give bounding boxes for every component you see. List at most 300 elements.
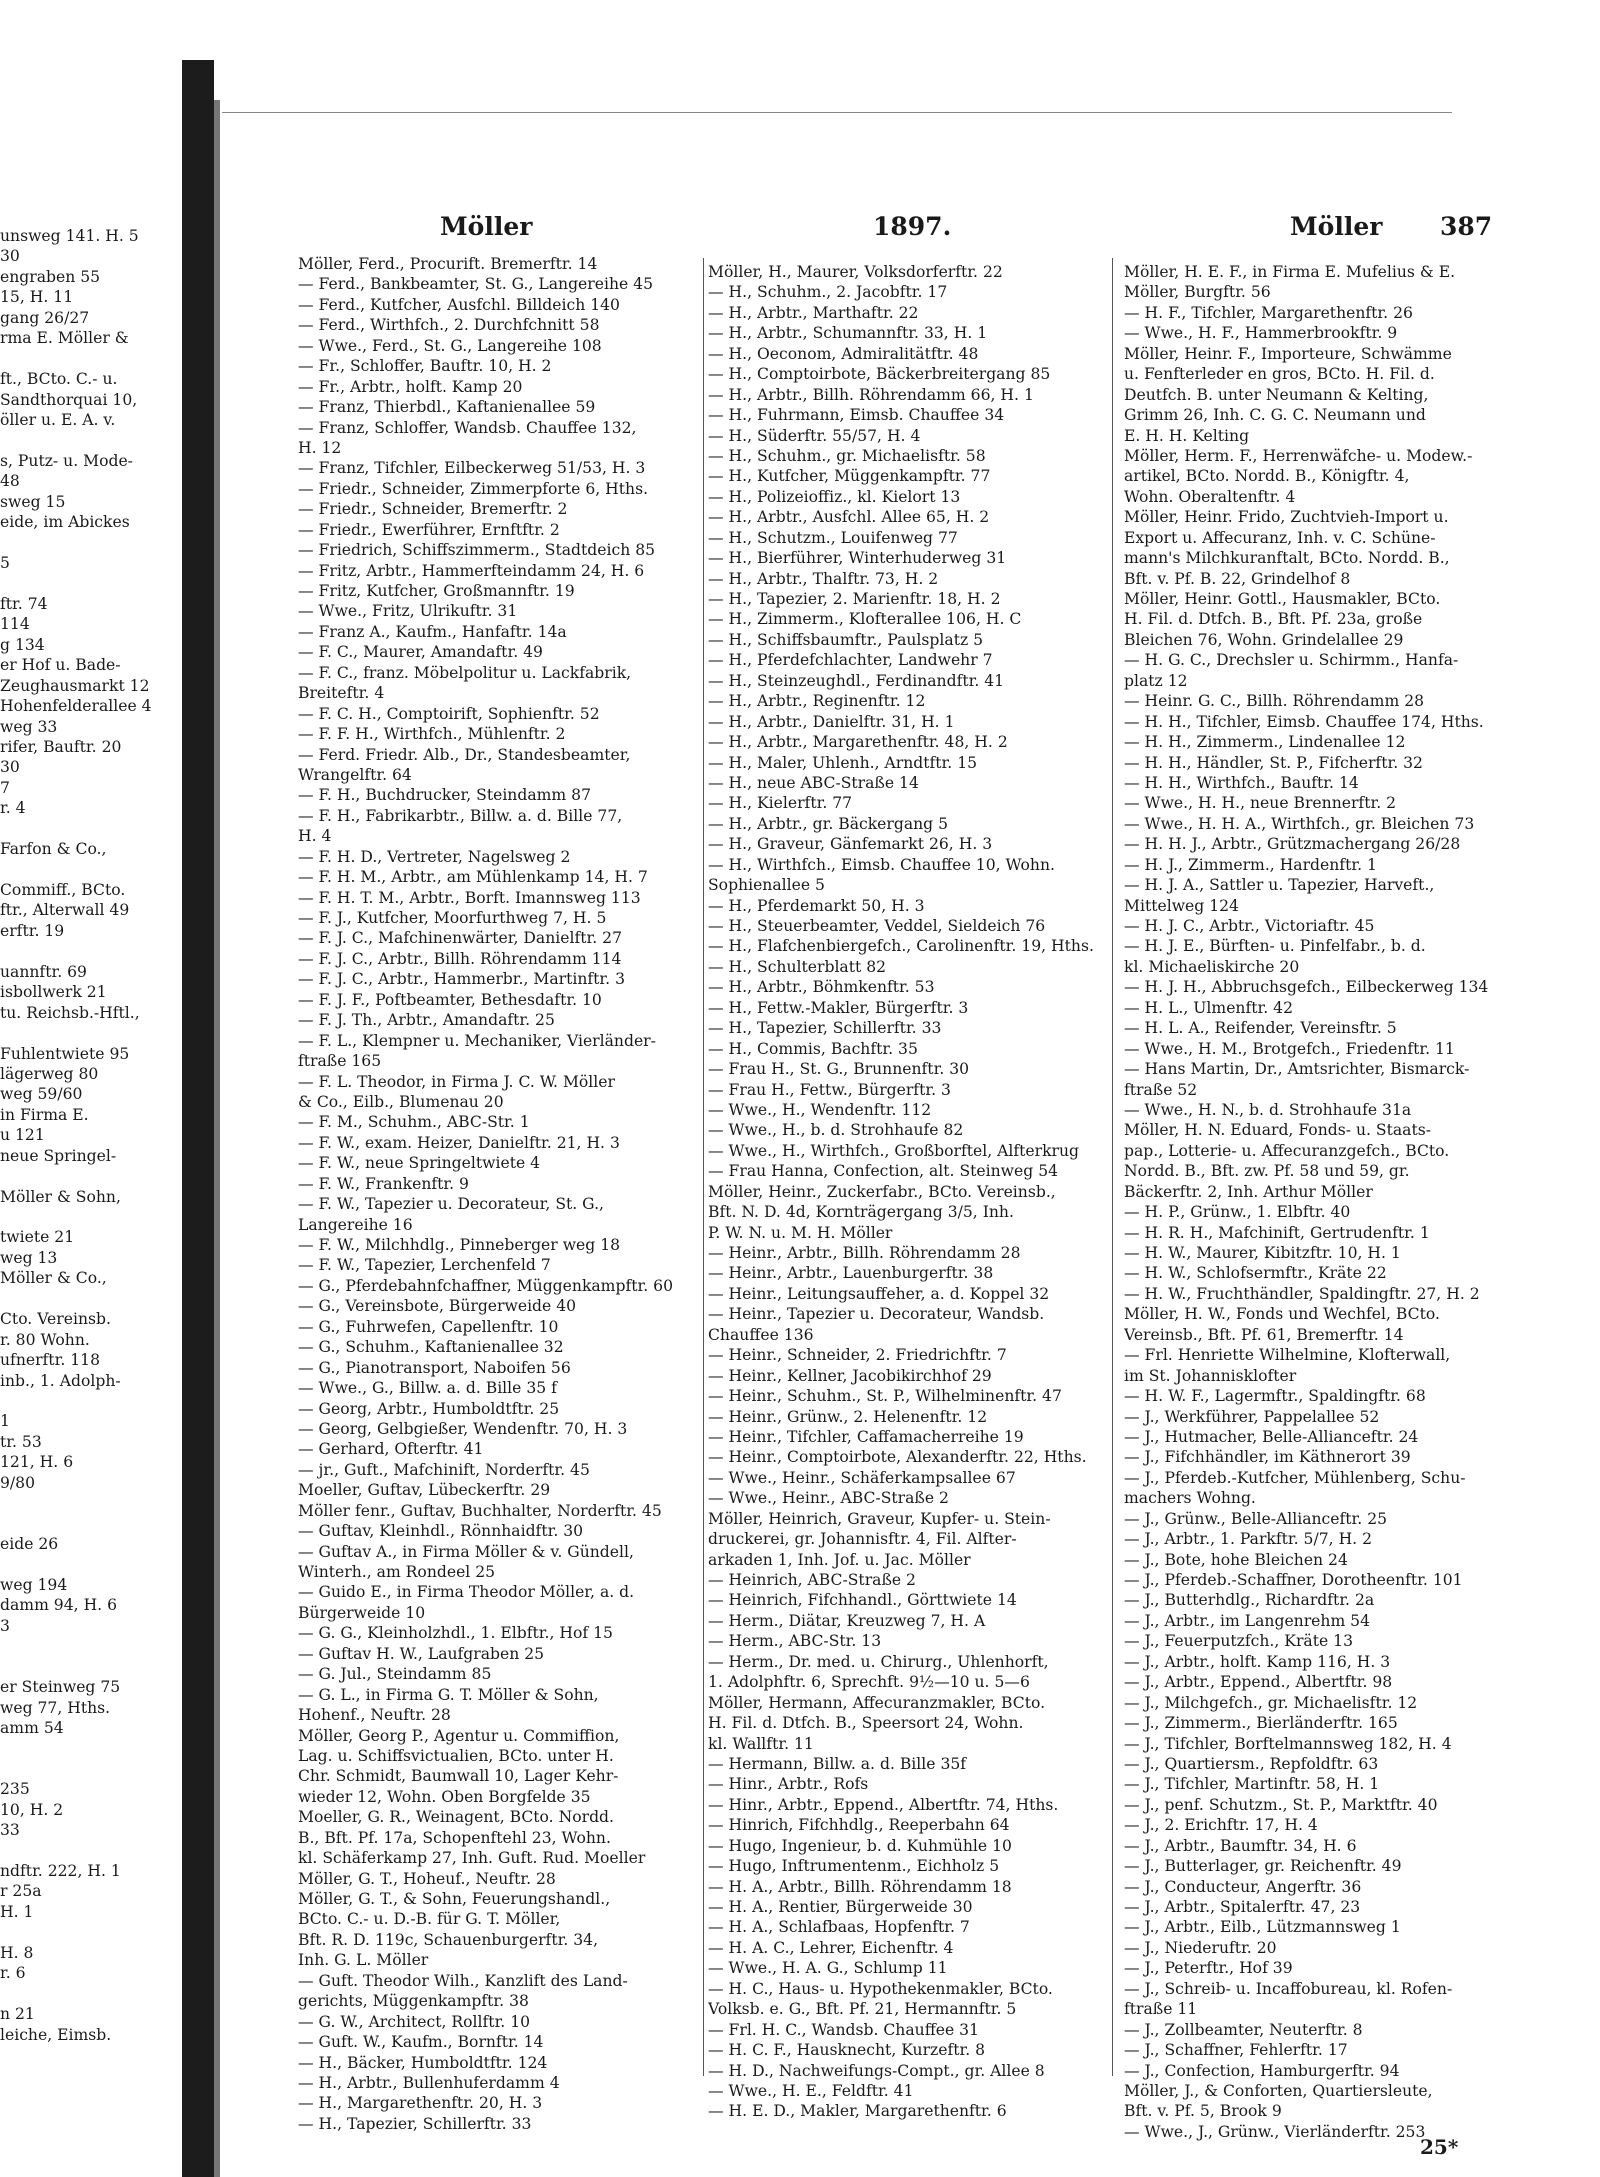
directory-entry-line: 1 xyxy=(0,1412,10,1431)
directory-entry-line: Möller, Hermann, Affecuranzmakler, BCto. xyxy=(708,1693,1046,1712)
directory-entry-line: — F. H. D., Vertreter, Nagelsweg 2 xyxy=(298,847,571,866)
directory-entry-line: u. Fenfterleder en gros, BCto. H. Fil. d. xyxy=(1124,365,1435,384)
directory-entry-line: Cto. Vereinsb. xyxy=(0,1310,111,1329)
directory-entry-line: — F. H., Buchdrucker, Steindamm 87 xyxy=(298,786,592,805)
directory-entry-line: ftr., Alterwall 49 xyxy=(0,901,130,920)
directory-entry-line: Winterh., am Rondeel 25 xyxy=(298,1563,496,1581)
directory-entry-line: machers Wohng. xyxy=(1124,1489,1256,1508)
directory-entry-line: — J., penf. Schutzm., St. P., Marktftr. 40 xyxy=(1124,1795,1438,1814)
directory-entry-line: rma E. Möller & xyxy=(0,329,129,348)
directory-entry-line: — H., Bäcker, Humboldtftr. 124 xyxy=(298,2053,548,2072)
directory-entry-line: Hohenf., Neuftr. 28 xyxy=(298,1706,451,1725)
directory-entry-line: isbollwerk 21 xyxy=(0,983,107,1002)
directory-entry-line: — Heinr., Comptoirbote, Alexanderftr. 22, Hths. xyxy=(708,1448,1087,1467)
directory-entry-line: — H., Steinzeughdl., Ferdinandftr. 41 xyxy=(708,671,1005,690)
directory-entry-line: — F. W., Milchhdlg., Pinneberger weg 18 xyxy=(298,1236,621,1254)
directory-entry-line: — Wwe., Heinr., Schäferkampsallee 67 xyxy=(708,1468,1016,1487)
directory-entry-line: inb., 1. Adolph- xyxy=(0,1371,121,1390)
directory-entry-line: — Guft. W., Kaufm., Bornftr. 14 xyxy=(298,2033,544,2052)
directory-entry-line: — H., Arbtr., Billh. Röhrendamm 66, H. 1 xyxy=(708,385,1034,404)
directory-entry-line: g 134 xyxy=(0,635,45,654)
directory-entry-line: — H. E. D., Makler, Margarethenftr. 6 xyxy=(708,2102,1007,2121)
left-page-fragment-column xyxy=(0,226,180,2045)
directory-entry-line: 33 xyxy=(0,1821,20,1840)
directory-entry-line: Grimm 26, Inh. C. G. C. Neumann und xyxy=(1124,406,1426,425)
directory-entry-line: B., Bft. Pf. 17a, Schopenftehl 23, Wohn. xyxy=(298,1828,611,1847)
directory-entry-line xyxy=(0,819,180,839)
directory-entry-line: — H., Schuhm., 2. Jacobftr. 17 xyxy=(708,283,948,302)
directory-entry-line: — Ferd., Wirthfch., 2. Durchfchnitt 58 xyxy=(298,316,600,335)
directory-entry-line xyxy=(0,1759,180,1779)
directory-entry-line: — H. A. C., Lehrer, Eichenftr. 4 xyxy=(708,1938,954,1957)
directory-entry-line: Möller & Sohn, xyxy=(0,1187,121,1206)
directory-entry-line: — Heinr., Tifchler, Caffamacherreihe 19 xyxy=(708,1427,1024,1446)
directory-entry-line: — F. W., neue Springeltwiete 4 xyxy=(298,1154,541,1173)
directory-entry-line: Möller, G. T., & Sohn, Feuerungshandl., xyxy=(298,1890,611,1908)
directory-entry-line: — Fr., Schloffer, Bauftr. 10, H. 2 xyxy=(298,357,552,376)
directory-entry-line: — Fritz, Arbtr., Hammerfteindamm 24, H. 6 xyxy=(298,561,645,580)
directory-entry-line: — H. W. F., Lagermftr., Spaldingftr. 68 xyxy=(1124,1387,1426,1406)
directory-entry-line: tr. 53 xyxy=(0,1432,42,1451)
directory-entry-line: neue Springel- xyxy=(0,1146,117,1165)
directory-entry-line: — J., Hutmacher, Belle-Allianceftr. 24 xyxy=(1124,1427,1419,1446)
directory-entry-line: — J., Arbtr., 1. Parkftr. 5/7, H. 2 xyxy=(1124,1530,1372,1549)
directory-entry-line xyxy=(0,860,180,880)
column-rule-1 xyxy=(703,258,704,2076)
directory-entry-line: Wrangelftr. 64 xyxy=(298,765,412,784)
directory-entry-line: — F. J. C., Mafchinenwärter, Danielftr. 27 xyxy=(298,929,622,948)
directory-entry-line: — Friedr., Schneider, Zimmerpforte 6, Hths. xyxy=(298,479,649,498)
directory-entry-line: — H., Arbtr., Thalftr. 73, H. 2 xyxy=(708,569,939,588)
directory-entry-line: — H., Pferdefchlachter, Landwehr 7 xyxy=(708,651,993,670)
directory-entry-line: — J., Bote, hohe Bleichen 24 xyxy=(1124,1550,1348,1569)
directory-entry-line: — Wwe., Fritz, Ulrikuftr. 31 xyxy=(298,602,518,621)
directory-entry-line: Moeller, G. R., Weinagent, BCto. Nordd. xyxy=(298,1808,614,1827)
directory-entry-line xyxy=(0,1636,180,1656)
directory-entry-line: — G., Schuhm., Kaftanienallee 32 xyxy=(298,1338,564,1357)
directory-entry-line: Möller, G. T., Hoheuf., Neuftr. 28 xyxy=(298,1869,556,1888)
directory-entry-line: — H., Arbtr., Marthaftr. 22 xyxy=(708,303,919,322)
directory-entry-line: — Herm., ABC-Str. 13 xyxy=(708,1632,882,1651)
header-year: 1897. xyxy=(873,212,952,241)
directory-entry-line: — J., Milchgefch., gr. Michaelisftr. 12 xyxy=(1124,1693,1418,1712)
directory-entry-line: — H. A., Rentier, Bürgerweide 30 xyxy=(708,1898,973,1916)
directory-entry-line xyxy=(0,533,180,553)
directory-entry-line: — J., Confection, Hamburgerftr. 94 xyxy=(1124,2061,1400,2080)
directory-entry-line: — Heinr., Schuhm., St. P., Wilhelminenftr. 47 xyxy=(708,1387,1062,1406)
directory-entry-line: — Heinr., Grünw., 2. Helenenftr. 12 xyxy=(708,1407,988,1426)
directory-entry-line: Möller, Burgftr. 56 xyxy=(1124,283,1271,302)
directory-entry-line: — H. G. C., Drechsler u. Schirmm., Hanfa- xyxy=(1124,651,1459,670)
directory-entry-line: — F. J. C., Arbtr., Billh. Röhrendamm 114 xyxy=(298,949,622,968)
directory-entry-line xyxy=(0,1493,180,1513)
directory-entry-line: P. W. N. u. M. H. Möller xyxy=(708,1223,893,1242)
directory-entry-line: — Wwe., H. M., Brotgefch., Friedenftr. 11 xyxy=(1124,1039,1455,1058)
directory-entry-line: eide, im Abickes xyxy=(0,513,130,532)
directory-entry-line: — F. W., Frankenftr. 9 xyxy=(298,1174,469,1193)
directory-entry-line: 1. Adolphftr. 6, Sprechft. 9½—10 u. 5—6 xyxy=(708,1673,1030,1692)
directory-entry-line: er Hof u. Bade- xyxy=(0,656,121,675)
directory-entry-line: — J., Werkführer, Pappelallee 52 xyxy=(1124,1407,1380,1426)
directory-entry-line: — Heinr. G. C., Billh. Röhrendamm 28 xyxy=(1124,692,1425,711)
directory-entry-line: artikel, BCto. Nordd. B., Königftr. 4, xyxy=(1124,467,1410,486)
directory-entry-line: E. H. H. Kelting xyxy=(1124,426,1250,445)
directory-entry-line: — H., Oeconom, Admiralitätftr. 48 xyxy=(708,344,979,363)
directory-entry-line: 235 xyxy=(0,1780,30,1799)
directory-entry-line: — jr., Guft., Mafchinift, Norderftr. 45 xyxy=(298,1460,590,1479)
directory-entry-line: — Heinrich, ABC-Straße 2 xyxy=(708,1571,916,1589)
directory-entry-line: H. Fil. d. Dtfch. B., Bft. Pf. 23a, große xyxy=(1124,610,1423,629)
directory-entry-line xyxy=(0,1554,180,1574)
directory-entry-line: — Guido E., in Firma Theodor Möller, a. d. xyxy=(298,1583,635,1602)
directory-entry-line: r 25a xyxy=(0,1882,42,1901)
directory-entry-line: 15, H. 11 xyxy=(0,288,74,307)
directory-entry-line xyxy=(0,1984,180,2004)
directory-entry-line: Bäckerftr. 2, Inh. Arthur Möller xyxy=(1124,1182,1373,1201)
directory-entry-line: ndftr. 222, H. 1 xyxy=(0,1862,121,1880)
directory-entry-line: Volksb. e. G., Bft. Pf. 21, Hermannftr. 5 xyxy=(708,2000,1017,2019)
directory-entry-line: — Frl. H. C., Wandsb. Chauffee 31 xyxy=(708,2020,980,2039)
directory-entry-line: unsweg 141. H. 5 xyxy=(0,227,139,245)
directory-entry-line: ftraße 165 xyxy=(298,1052,382,1071)
directory-entry-line: kl. Michaeliskirche 20 xyxy=(1124,957,1300,976)
directory-entry-line: — H., Tapezier, Schillerftr. 33 xyxy=(708,1019,942,1038)
directory-entry-line: ftraße 11 xyxy=(1124,2000,1198,2019)
directory-entry-line xyxy=(0,430,180,450)
directory-entry-line: — Ferd. Friedr. Alb., Dr., Standesbeamter, xyxy=(298,745,631,764)
directory-entry-line: — F. J., Kutfcher, Moorfurthweg 7, H. 5 xyxy=(298,909,607,927)
directory-entry-line: sweg 15 xyxy=(0,492,66,511)
directory-entry-line: Möller, H. E. F., in Firma E. Mufelius & E. xyxy=(1124,263,1456,281)
directory-entry-line: — Guftav, Kleinhdl., Rönnhaidftr. 30 xyxy=(298,1522,584,1541)
directory-entry-line: H. 8 xyxy=(0,1943,34,1962)
directory-entry-line: — F. H. T. M., Arbtr., Borft. Imannsweg 113 xyxy=(298,888,641,907)
directory-entry-line: Bleichen 76, Wohn. Grindelallee 29 xyxy=(1124,630,1404,649)
directory-entry-line: — J., Quartiersm., Repfoldftr. 63 xyxy=(1124,1754,1379,1773)
directory-entry-line: — J., Niederuftr. 20 xyxy=(1124,1938,1277,1957)
directory-entry-line: — F. M., Schuhm., ABC-Str. 1 xyxy=(298,1113,530,1132)
directory-entry-line: — H. W., Schlofsermftr., Kräte 22 xyxy=(1124,1264,1387,1283)
directory-entry-line: — Heinr., Tapezier u. Decorateur, Wandsb. xyxy=(708,1305,1045,1324)
directory-entry-line: — Wwe., H., b. d. Strohhaufe 82 xyxy=(708,1121,964,1140)
directory-entry-line: — J., Arbtr., Eppend., Albertftr. 98 xyxy=(1124,1673,1393,1692)
directory-entry-line: — H. P., Grünw., 1. Elbftr. 40 xyxy=(1124,1203,1351,1222)
directory-entry-line: — H., Fuhrmann, Eimsb. Chauffee 34 xyxy=(708,406,1005,425)
directory-entry-line: — J., Schreib- u. Incaffobureau, kl. Rofen- xyxy=(1124,1979,1453,1998)
directory-entry-line: — Friedrich, Schiffszimmerm., Stadtdeich 85 xyxy=(298,541,656,560)
directory-entry-line: — H. C. F., Hausknecht, Kurzeftr. 8 xyxy=(708,2041,986,2060)
directory-entry-line: Möller, Heinr., Zuckerfabr., BCto. Vereinsb., xyxy=(708,1182,1056,1201)
directory-entry-line: — H. L., Ulmenftr. 42 xyxy=(1124,998,1294,1017)
directory-entry-line: Bft. R. D. 119c, Schauenburgerftr. 34, xyxy=(298,1930,599,1949)
directory-entry-line: pap., Lotterie- u. Affecuranzgefch., BCto. xyxy=(1124,1141,1450,1160)
directory-entry-line: r. 6 xyxy=(0,1964,26,1983)
directory-entry-line: — J., Zollbeamter, Neuterftr. 8 xyxy=(1124,2020,1363,2039)
directory-entry-line: — F. J. F., Poftbeamter, Bethesdaftr. 10 xyxy=(298,990,602,1009)
directory-entry-line: ftraße 52 xyxy=(1124,1080,1198,1099)
directory-entry-line: Bft. v. Pf. 5, Brook 9 xyxy=(1124,2102,1282,2121)
directory-entry-line: 121, H. 6 xyxy=(0,1453,74,1472)
directory-entry-line xyxy=(0,1657,180,1677)
directory-entry-line: — F. H., Fabrikarbtr., Billw. a. d. Bille 77, xyxy=(298,806,623,825)
directory-entry-line: — Wwe., H. N., b. d. Strohhaufe 31a xyxy=(1124,1100,1412,1119)
book-gutter-shadow xyxy=(214,100,220,2177)
directory-entry-line: — H., Tapezier, Schillerftr. 33 xyxy=(298,2114,532,2133)
directory-entry-line: — H., Flafchenbiergefch., Carolinenftr. 19, Hths. xyxy=(708,937,1094,956)
directory-entry-line: — F. W., Tapezier, Lerchenfeld 7 xyxy=(298,1256,551,1275)
directory-entry-line: — H., Graveur, Gänfemarkt 26, H. 3 xyxy=(708,835,993,854)
directory-entry-line: — Franz, Schloffer, Wandsb. Chauffee 132, xyxy=(298,418,637,437)
directory-entry-line: — H., Zimmerm., Klofterallee 106, H. C xyxy=(708,610,1022,629)
directory-entry-line: — Ferd., Kutfcher, Ausfchl. Billdeich 140 xyxy=(298,295,620,314)
directory-entry-line: Bürgerweide 10 xyxy=(298,1603,426,1622)
directory-entry-line: öller u. E. A. v. xyxy=(0,410,116,429)
directory-entry-line: amm 54 xyxy=(0,1718,64,1737)
directory-entry-line: Commiff., BCto. xyxy=(0,881,126,899)
directory-entry-line: — G., Pianotransport, Naboifen 56 xyxy=(298,1358,571,1377)
directory-entry-line xyxy=(0,1391,180,1411)
directory-entry-line: leiche, Eimsb. xyxy=(0,2025,112,2044)
directory-entry-line: — Heinrich, Fifchhandl., Görttwiete 14 xyxy=(708,1591,1017,1610)
directory-entry-line: Lag. u. Schiffsvictualien, BCto. unter H. xyxy=(298,1746,614,1765)
directory-entry-line: — Guftav A., in Firma Möller & v. Gündell, xyxy=(298,1542,634,1561)
directory-entry-line: — J., Grünw., Belle-Allianceftr. 25 xyxy=(1124,1509,1388,1528)
directory-entry-line: weg 59/60 xyxy=(0,1085,83,1104)
directory-entry-line: — Franz, Tifchler, Eilbeckerweg 51/53, H. 3 xyxy=(298,459,646,478)
directory-entry-line: u 121 xyxy=(0,1126,45,1145)
directory-entry-line: — H. H., Zimmerm., Lindenallee 12 xyxy=(1124,733,1406,752)
directory-entry-line: — J., Arbtr., Eilb., Lützmannsweg 1 xyxy=(1124,1918,1401,1937)
directory-entry-line: — J., Pferdeb.-Schaffner, Dorotheenftr. 101 xyxy=(1124,1571,1463,1589)
directory-entry-line: — J., Arbtr., holft. Kamp 116, H. 3 xyxy=(1124,1652,1391,1671)
directory-entry-line: — H., Schuhm., gr. Michaelisftr. 58 xyxy=(708,446,986,465)
directory-entry-line: Möller, Georg P., Agentur u. Commiffion, xyxy=(298,1726,620,1745)
directory-entry-line: — H. H., Händler, St. P., Fifcherftr. 32 xyxy=(1124,753,1423,772)
directory-entry-line: — Friedr., Schneider, Bremerftr. 2 xyxy=(298,500,568,519)
directory-column-2 xyxy=(708,262,1102,2122)
directory-entry-line: Bft. N. D. 4d, Kornträgergang 3/5, Inh. xyxy=(708,1203,1014,1222)
directory-entry-line: — H., Wirthfch., Eimsb. Chauffee 10, Wohn. xyxy=(708,855,1055,874)
directory-entry-line: — H., Schiffsbaumftr., Paulsplatz 5 xyxy=(708,630,984,649)
directory-entry-line: — H. W., Fruchthändler, Spaldingftr. 27, H. 2 xyxy=(1124,1284,1480,1303)
directory-entry-line: twiete 21 xyxy=(0,1228,75,1247)
directory-entry-line: — H. J. C., Arbtr., Victoriaftr. 45 xyxy=(1124,917,1375,935)
directory-entry-line: H. Fil. d. Dtfch. B., Speersort 24, Wohn. xyxy=(708,1714,1024,1733)
directory-entry-line: — H., Steuerbeamter, Veddel, Sieldeich 76 xyxy=(708,917,1046,935)
directory-entry-line: — Franz A., Kaufm., Hanfaftr. 14a xyxy=(298,622,567,641)
directory-entry-line: Zeughausmarkt 12 xyxy=(0,676,150,695)
directory-entry-line: — H., Süderftr. 55/57, H. 4 xyxy=(708,426,921,445)
directory-entry-line: — H., Arbtr., Margarethenftr. 48, H. 2 xyxy=(708,733,1008,752)
directory-entry-line: — H., Fettw.-Makler, Bürgerftr. 3 xyxy=(708,998,969,1017)
directory-entry-line: Langereihe 16 xyxy=(298,1215,413,1234)
directory-entry-line: — Heinr., Schneider, 2. Friedrichftr. 7 xyxy=(708,1346,1007,1365)
directory-entry-line: H. 12 xyxy=(298,438,342,457)
paper-edge xyxy=(222,112,1452,113)
directory-entry-line: tu. Reichsb.-Hftl., xyxy=(0,1003,140,1022)
directory-entry-line: — Guftav H. W., Laufgraben 25 xyxy=(298,1644,545,1663)
signature-mark: 25* xyxy=(1420,2135,1459,2159)
directory-column-1 xyxy=(298,254,703,2134)
directory-entry-line: — J., 2. Erichftr. 17, H. 4 xyxy=(1124,1816,1318,1835)
directory-entry-line: — F. C., Maurer, Amandaftr. 49 xyxy=(298,643,543,662)
directory-entry-line: H. 1 xyxy=(0,1902,34,1921)
directory-entry-line: — Gerhard, Ofterftr. 41 xyxy=(298,1440,484,1459)
directory-entry-line: — Hinr., Arbtr., Rofs xyxy=(708,1775,869,1794)
directory-entry-line: — Hinrich, Fifchhdlg., Reeperbahn 64 xyxy=(708,1816,1010,1835)
directory-entry-line: — H., Arbtr., Reginenftr. 12 xyxy=(708,692,926,711)
directory-entry-line: — F. C. H., Comptoirift, Sophienftr. 52 xyxy=(298,704,600,723)
directory-entry-line: arkaden 1, Inh. Jof. u. Jac. Möller xyxy=(708,1550,971,1569)
directory-entry-line: — H., Schutzm., Louifenweg 77 xyxy=(708,528,958,547)
directory-entry-line: Deutfch. B. unter Neumann & Kelting, xyxy=(1124,385,1429,404)
directory-entry-line: in Firma E. xyxy=(0,1105,89,1124)
directory-entry-line: — Wwe., J., Grünw., Vierländerftr. 253 xyxy=(1124,2122,1426,2141)
directory-entry-line: — H., Bierführer, Winterhuderweg 31 xyxy=(708,549,1007,568)
book-gutter xyxy=(182,60,214,2177)
column-rule-2 xyxy=(1112,258,1113,2076)
directory-entry-line: damm 94, H. 6 xyxy=(0,1596,117,1615)
directory-entry-line: — H., Comptoirbote, Bäckerbreitergang 85 xyxy=(708,365,1051,384)
directory-entry-line: Farfon & Co., xyxy=(0,840,107,859)
directory-entry-line: Möller, H. N. Eduard, Fonds- u. Staats- xyxy=(1124,1121,1431,1140)
directory-entry-line xyxy=(0,1738,180,1758)
directory-entry-line: n 21 xyxy=(0,2005,35,2024)
directory-entry-line: platz 12 xyxy=(1124,671,1188,690)
directory-entry-line: — Wwe., H., Wendenftr. 112 xyxy=(708,1100,932,1119)
directory-entry-line: — H., Arbtr., Bullenhuferdamm 4 xyxy=(298,2073,560,2092)
directory-entry-line: Möller, H. W., Fonds und Wechfel, BCto. xyxy=(1124,1305,1440,1324)
directory-entry-line: — H., Kutfcher, Müggenkampftr. 77 xyxy=(708,467,991,486)
directory-entry-line: — F. W., exam. Heizer, Danielftr. 21, H. 3 xyxy=(298,1133,620,1152)
directory-entry-line: — J., Butterlager, gr. Reichenftr. 49 xyxy=(1124,1857,1402,1876)
directory-entry-line: — F. H. M., Arbtr., am Mühlenkamp 14, H. 7 xyxy=(298,868,648,887)
directory-entry-line: — J., Feuerputzfch., Kräte 13 xyxy=(1124,1632,1354,1651)
directory-entry-line: & Co., Eilb., Blumenau 20 xyxy=(298,1092,504,1111)
directory-entry-line: — H. A., Arbtr., Billh. Röhrendamm 18 xyxy=(708,1877,1012,1896)
directory-entry-line xyxy=(0,1207,180,1227)
directory-entry-line: — G. L., in Firma G. T. Möller & Sohn, xyxy=(298,1685,599,1704)
directory-entry-line: gerichts, Müggenkampftr. 38 xyxy=(298,1992,529,2011)
directory-entry-line: — Hans Martin, Dr., Amtsrichter, Bismarck- xyxy=(1124,1060,1470,1079)
directory-entry-line: — H., Pferdemarkt 50, H. 3 xyxy=(708,896,925,915)
directory-entry-line: Sophienallee 5 xyxy=(708,876,825,895)
directory-entry-line: — Hugo, Ingenieur, b. d. Kuhmühle 10 xyxy=(708,1836,1012,1855)
directory-entry-line: Moeller, Guftav, Lübeckerftr. 29 xyxy=(298,1481,551,1500)
directory-entry-line: kl. Wallftr. 11 xyxy=(708,1734,814,1753)
directory-entry-line: — H., Polizeioffiz., kl. Kielort 13 xyxy=(708,487,961,506)
directory-entry-line: — Frau H., St. G., Brunnenftr. 30 xyxy=(708,1060,970,1079)
directory-entry-line: Bft. v. Pf. B. 22, Grindelhof 8 xyxy=(1124,569,1351,588)
directory-entry-line: — H. H., Tifchler, Eimsb. Chauffee 174, Hths. xyxy=(1124,712,1484,731)
directory-entry-line: 30 xyxy=(0,758,20,777)
directory-entry-line: — F. L. Theodor, in Firma J. C. W. Möller xyxy=(298,1072,615,1091)
directory-entry-line: — Herm., Diätar, Kreuzweg 7, H. A xyxy=(708,1611,986,1630)
directory-entry-line: — H. J. E., Bürften- u. Pinfelfabr., b. d. xyxy=(1124,937,1426,956)
directory-entry-line: — Wwe., H. A. G., Schlump 11 xyxy=(708,1959,948,1978)
directory-entry-line: 114 xyxy=(0,615,30,634)
directory-entry-line: weg 77, Hths. xyxy=(0,1698,111,1717)
directory-entry-line: Wohn. Oberaltenftr. 4 xyxy=(1124,487,1296,506)
directory-entry-line: Fuhlentwiete 95 xyxy=(0,1044,130,1063)
directory-entry-line: — J., Zimmerm., Bierländerftr. 165 xyxy=(1124,1714,1398,1733)
directory-entry-line: 7 xyxy=(0,778,10,797)
directory-entry-line: Möller fenr., Guftav, Buchhalter, Norderftr. 45 xyxy=(298,1501,662,1520)
directory-entry-line: mann's Milchkuranftalt, BCto. Nordd. B., xyxy=(1124,549,1450,568)
directory-entry-line: — Heinr., Arbtr., Lauenburgerftr. 38 xyxy=(708,1264,994,1283)
directory-entry-line: — Heinr., Kellner, Jacobikirchhof 29 xyxy=(708,1366,992,1385)
directory-entry-line: — Hugo, Inftrumentenm., Eichholz 5 xyxy=(708,1857,1000,1876)
directory-entry-line: — J., Arbtr., Baumftr. 34, H. 6 xyxy=(1124,1836,1357,1855)
directory-entry-line: Möller, Ferd., Procurift. Bremerftr. 14 xyxy=(298,255,598,273)
directory-entry-line: engraben 55 xyxy=(0,267,101,286)
directory-entry-line: Möller, Heinr. F., Importeure, Schwämme xyxy=(1124,344,1452,363)
directory-entry-line: Möller, Heinrich, Graveur, Kupfer- u. Stein- xyxy=(708,1509,1051,1528)
directory-entry-line: — H. F., Tifchler, Margarethenftr. 26 xyxy=(1124,303,1413,322)
directory-entry-line xyxy=(0,1841,180,1861)
directory-entry-line: — J., Schaffner, Fehlerftr. 17 xyxy=(1124,2041,1348,2060)
directory-entry-line: Chauffee 136 xyxy=(708,1325,814,1344)
directory-entry-line: uannftr. 69 xyxy=(0,962,87,981)
directory-entry-line: — Franz, Thierbdl., Kaftanienallee 59 xyxy=(298,398,596,417)
directory-entry-line: weg 33 xyxy=(0,717,58,736)
directory-entry-line: — Wwe., H. H. A., Wirthfch., gr. Bleichen 73 xyxy=(1124,814,1475,833)
directory-entry-line: er Steinweg 75 xyxy=(0,1678,121,1697)
directory-entry-line: — Hermann, Billw. a. d. Bille 35f xyxy=(708,1754,967,1773)
directory-entry-line: Möller, H., Maurer, Volksdorferftr. 22 xyxy=(708,263,1003,281)
directory-entry-line: — H. W., Maurer, Kibitzftr. 10, H. 1 xyxy=(1124,1244,1401,1262)
directory-entry-line xyxy=(0,941,180,961)
directory-column-3 xyxy=(1124,262,1496,2142)
directory-entry-line: — Wwe., G., Billw. a. d. Bille 35 f xyxy=(298,1379,557,1398)
directory-entry-line: — Wwe., H. F., Hammerbrookftr. 9 xyxy=(1124,324,1398,343)
directory-entry-line: — Guft. Theodor Wilh., Kanzlift des Land- xyxy=(298,1971,628,1990)
directory-entry-line: — F. J. C., Arbtr., Hammerbr., Martinftr. 3 xyxy=(298,970,626,989)
directory-entry-line: Vereinsb., Bft. Pf. 61, Bremerftr. 14 xyxy=(1124,1325,1404,1344)
directory-entry-line: — Herm., Dr. med. u. Chirurg., Uhlenhorft, xyxy=(708,1652,1049,1671)
directory-entry-line: — H., Arbtr., Danielftr. 31, H. 1 xyxy=(708,712,955,731)
directory-entry-line: — Georg, Gelbgießer, Wendenftr. 70, H. 3 xyxy=(298,1419,628,1438)
directory-entry-line: r. 80 Wohn. xyxy=(0,1330,90,1349)
directory-entry-line: — H., Arbtr., Böhmkenftr. 53 xyxy=(708,978,935,997)
directory-entry-line: Möller, J., & Conforten, Quartiersleute, xyxy=(1124,2081,1433,2100)
directory-entry-line: Nordd. B., Bft. zw. Pf. 58 und 59, gr. xyxy=(1124,1162,1410,1181)
directory-entry-line: — J., Peterftr., Hof 39 xyxy=(1124,1959,1293,1978)
directory-entry-line: — J., Fifchhändler, im Käthnerort 39 xyxy=(1124,1448,1411,1467)
directory-entry-line: ufnerftr. 118 xyxy=(0,1351,100,1370)
directory-entry-line: — G., Vereinsbote, Bürgerweide 40 xyxy=(298,1297,577,1316)
header-left-name: Möller xyxy=(440,212,533,241)
directory-entry-line: ft., BCto. C.- u. xyxy=(0,370,118,389)
directory-entry-line: Chr. Schmidt, Baumwall 10, Lager Kehr- xyxy=(298,1767,619,1786)
directory-entry-line xyxy=(0,573,180,593)
directory-entry-line: — Wwe., H. H., neue Brennerftr. 2 xyxy=(1124,794,1397,813)
directory-entry-line: 3 xyxy=(0,1616,10,1635)
directory-entry-line: — Friedr., Ewerführer, Ernftftr. 2 xyxy=(298,520,560,539)
directory-entry-line: — H., Kielerftr. 77 xyxy=(708,794,853,813)
directory-entry-line: — Fritz, Kutfcher, Großmannftr. 19 xyxy=(298,582,575,600)
page-number: 387 xyxy=(1440,212,1493,241)
directory-entry-line: wieder 12, Wohn. Oben Borgfelde 35 xyxy=(298,1787,591,1806)
directory-entry-line: — G., Pferdebahnfchaffner, Müggenkampftr. 60 xyxy=(298,1276,673,1295)
directory-entry-line: gang 26/27 xyxy=(0,308,90,327)
directory-entry-line: — Wwe., Ferd., St. G., Langereihe 108 xyxy=(298,336,602,355)
directory-entry-line: — H. H., Wirthfch., Bauftr. 14 xyxy=(1124,773,1359,792)
directory-entry-line: — Ferd., Bankbeamter, St. G., Langereihe 45 xyxy=(298,275,654,294)
directory-entry-line: — G. Jul., Steindamm 85 xyxy=(298,1665,492,1684)
directory-entry-line: — Hinr., Arbtr., Eppend., Albertftr. 74, Hths. xyxy=(708,1795,1059,1814)
directory-entry-line: 30 xyxy=(0,247,20,266)
